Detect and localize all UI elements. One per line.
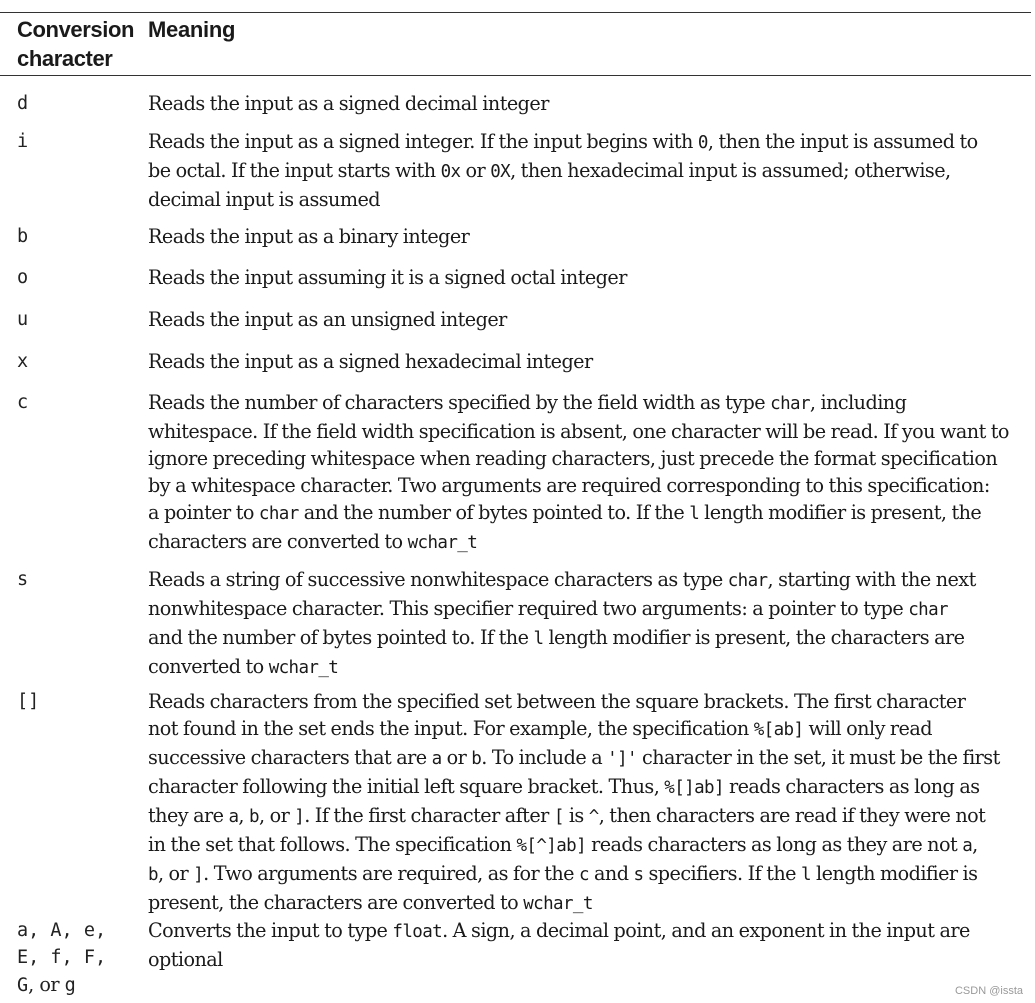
conversion-character-cell: o <box>17 267 29 288</box>
conversion-character-line: G, or g <box>17 973 76 996</box>
meaning-cell <box>148 128 1023 213</box>
conversion-character-cell: d <box>17 93 29 114</box>
description-line: optional <box>148 948 223 971</box>
description-line: in the set that follows. The specification %[^]ab] reads characters as long as they are not a, <box>148 833 978 856</box>
description-line: Reads the input assuming it is a signed octal integer <box>148 266 627 289</box>
meaning-cell <box>148 389 1023 557</box>
description-line: successive characters that are a or b. To include a ']' character in the set, it must be the first <box>148 746 1000 769</box>
meaning-cell <box>148 306 1023 333</box>
description-line: Reads the input as a signed hexadecimal integer <box>148 350 593 373</box>
meaning-cell <box>148 223 1023 250</box>
description-line: by a whitespace character. Two arguments are required corresponding to this specification: <box>148 474 990 497</box>
description-line: a pointer to char and the number of bytes pointed to. If the l length modifier is present, the <box>148 501 982 524</box>
conversion-character-cell: b <box>17 226 29 247</box>
conversion-character-cell: c <box>17 392 29 413</box>
table-header <box>0 13 1031 75</box>
description-line: Reads the number of characters specified by the field width as type char, including <box>148 391 907 414</box>
meaning-cell <box>148 566 1023 682</box>
conversion-character-line: E, f, F, <box>17 947 107 968</box>
description-line: be octal. If the input starts with 0x or 0X, then hexadecimal input is assumed; otherwise, <box>148 159 951 182</box>
description-line: Converts the input to type float. A sign, a decimal point, and an exponent in the input are <box>148 919 970 942</box>
meaning-cell <box>148 348 1023 375</box>
description-line: Reads the input as a signed decimal integer <box>148 92 549 115</box>
description-line: they are a, b, or ]. If the first character after [ is ^, then characters are read if they were not <box>148 804 986 827</box>
description-line: character following the initial left square bracket. Thus, %[]ab] reads characters as long as <box>148 775 980 798</box>
description-line: nonwhitespace character. This specifier required two arguments: a pointer to type char <box>148 597 948 620</box>
description-line: whitespace. If the field width specification is absent, one character will be read. If you want to <box>148 420 1009 443</box>
description-line: Reads a string of successive nonwhitespace characters as type char, starting with the next <box>148 568 976 591</box>
description-line: not found in the set ends the input. For example, the specification %[ab] will only read <box>148 717 932 740</box>
conversion-table <box>0 12 1031 76</box>
description-line: ignore preceding whitespace when reading characters, just precede the format specification <box>148 447 998 470</box>
conversion-character-cell: i <box>17 131 29 152</box>
description-line: and the number of bytes pointed to. If the l length modifier is present, the characters are <box>148 626 965 649</box>
meaning-cell <box>148 688 1023 918</box>
description-line: decimal input is assumed <box>148 188 381 211</box>
description-line: Reads the input as an unsigned integer <box>148 308 507 331</box>
description-line: Reads characters from the specified set between the square brackets. The first character <box>148 690 966 713</box>
meaning-cell <box>148 264 1023 291</box>
conversion-character-line: a, A, e, <box>17 920 107 941</box>
meaning-cell <box>148 90 1023 117</box>
description-line: present, the characters are converted to wchar_t <box>148 891 593 914</box>
meaning-cell <box>148 917 1023 973</box>
table-header-rule <box>0 75 1031 76</box>
conversion-character-cell: x <box>17 351 29 372</box>
conversion-character-cell: u <box>17 309 29 330</box>
header-conversion-character: Conversion character <box>17 17 135 71</box>
conversion-character-cell: s <box>17 569 29 590</box>
description-line: converted to wchar_t <box>148 655 339 678</box>
conversion-character-cell: [] <box>17 691 40 712</box>
description-line: characters are converted to wchar_t <box>148 530 478 553</box>
description-line: Reads the input as a binary integer <box>148 225 470 248</box>
conversion-character-cell <box>17 917 137 999</box>
header-meaning: Meaning <box>148 17 236 42</box>
description-line: b, or ]. Two arguments are required, as for the c and s specifiers. If the l length modifier is <box>148 862 978 885</box>
description-line: Reads the input as a signed integer. If the input begins with 0, then the input is assumed to <box>148 130 978 153</box>
watermark: CSDN @issta <box>954 985 1023 997</box>
